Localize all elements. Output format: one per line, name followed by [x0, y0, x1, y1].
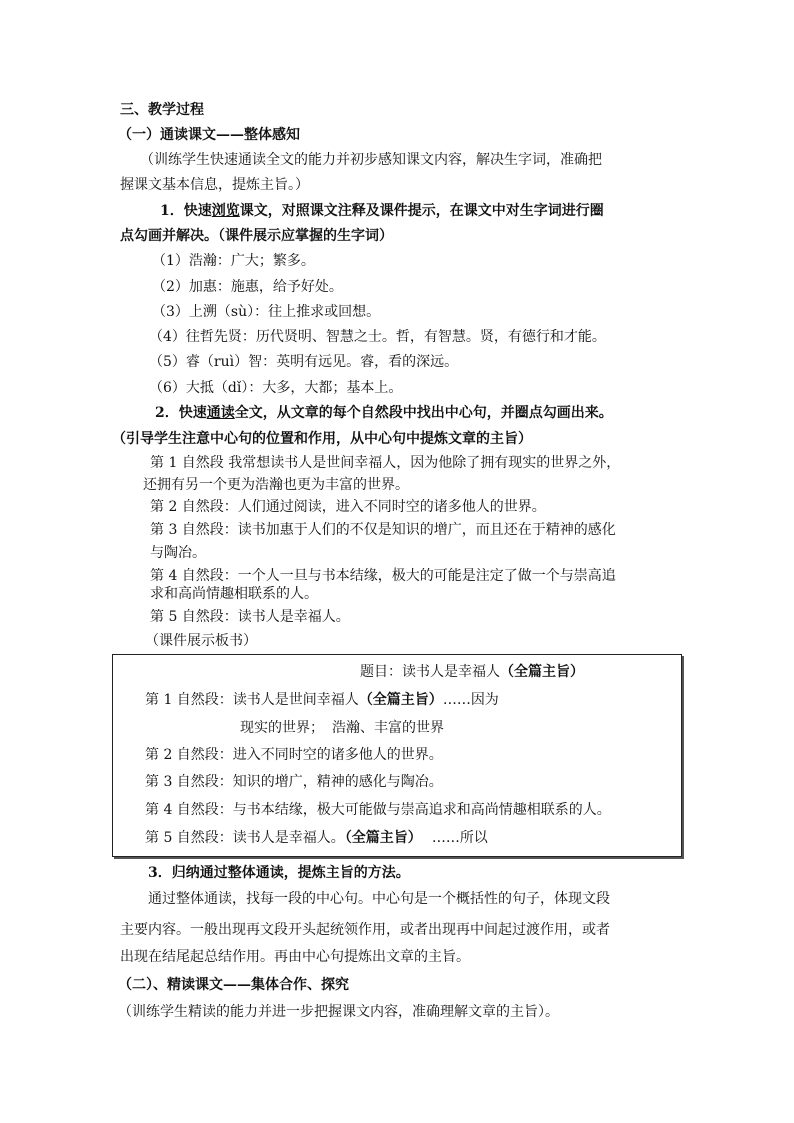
board-p5-text: 第 5 自然段：读书人是幸福人。: [145, 830, 345, 846]
board-p5-bold: （全篇主旨）: [344, 830, 422, 846]
board-p1-sub-a: 现实的世界；: [240, 720, 324, 736]
step2-heading: [155, 404, 613, 422]
courseware-note: （课件展示板书）: [145, 633, 257, 649]
board-p1: [145, 691, 499, 709]
board-p1-tail: ……因为: [442, 692, 499, 708]
board-title-text: 题目：读书人是幸福人: [360, 664, 500, 680]
paragraph-line: 第 2 自然段：人们通过阅读，进入不同时空的诸多他人的世界。: [150, 499, 546, 515]
step1-pre: 1．快速: [160, 203, 212, 219]
board-p5-tail: ……所以: [431, 830, 488, 846]
part2-intro: （训练学生精读的能力并进一步把握课文内容，准确理解文章的主旨）。: [118, 1004, 559, 1020]
part2-heading: （二）、精读课文——集体合作、探究: [118, 977, 349, 993]
section-title: 三、教学过程: [120, 102, 204, 118]
board-p1-label: 第 1 自然段：: [145, 692, 233, 708]
vocab-item: （3）上溯（sù）：往上推求或回想。: [152, 304, 381, 320]
part1-intro-line2: 握课文基本信息，提炼主旨。）: [120, 177, 309, 193]
part1-intro-line1: （训练学生快速通读全文的能力并初步感知课文内容，解决生字词，准确把: [140, 152, 602, 168]
step2-underlined: 通读: [206, 405, 235, 421]
step1-underlined: 浏览: [211, 203, 240, 219]
paragraph-line: 第 1 自然段 我常想读书人是世间幸福人，因为他除了拥有现实的世界之外，: [150, 455, 621, 471]
vocab-item: （6）大抵（dǐ）：大多，大都；基本上。: [149, 380, 403, 396]
board-p4: 第 4 自然段：与书本结缘，极大可能做与崇高追求和高尚情趣相联系的人。: [145, 802, 611, 818]
step1-post: 课文，对照课文注释及课件提示，在课文中对生字词进行圈: [239, 203, 604, 219]
paragraph-line: 第 5 自然段：读书人是幸福人。: [150, 609, 350, 625]
vocab-item: （5）睿（ruì）智：英明有远见。睿，看的深远。: [149, 354, 459, 370]
board-p1-sub-b: 浩瀚、丰富的世界: [332, 720, 444, 736]
step3-heading: 3．归纳通过整体通读，提炼主旨的方法。: [148, 865, 410, 881]
board-p1-text: 读书人是世间幸福人: [232, 692, 359, 708]
step3-line: 主要内容。一般出现再文段开头起统领作用，或者出现再中间起过渡作用，或者: [120, 922, 610, 938]
board-title: [360, 663, 584, 681]
paragraph-line: 与陶冶。: [150, 545, 206, 561]
step3-line: 通过整体通读，找每一段的中心句。中心句是一个概括性的句子，体现文段: [148, 891, 610, 907]
board-p1-bold: （全篇主旨）: [358, 692, 443, 708]
paragraph-line: 第 4 自然段：一个人一旦与书本结缘，极大的可能是注定了做一个与崇高追: [150, 568, 616, 584]
vocab-item: （2）加惠：施惠，给予好处。: [152, 279, 343, 295]
board-p5: [145, 829, 488, 847]
step1-heading: [160, 202, 604, 220]
board-p3: 第 3 自然段：知识的增广，精神的感化与陶冶。: [145, 774, 443, 790]
board-title-bold: （全篇主旨）: [500, 664, 584, 680]
step2-pre: 2．快速: [155, 405, 207, 421]
board-p2: 第 2 自然段：进入不同时空的诸多他人的世界。: [145, 747, 443, 763]
step3-line: 出现在结尾起总结作用。再由中心句提炼出文章的主旨。: [120, 949, 470, 965]
step2-post: 全文，从文章的每个自然段中找出中心句，并圈点勾画出来。: [234, 405, 613, 421]
step2-line2: （引导学生注意中心句的位置和作用，从中心句中提炼文章的主旨）: [112, 431, 532, 447]
paragraph-line: 求和高尚情趣相联系的人。: [150, 586, 318, 602]
vocab-item: （1）浩瀚：广大；繁多。: [152, 253, 315, 269]
paragraph-line: 第 3 自然段：读书加惠于人们的不仅是知识的增广，而且还在于精神的感化: [150, 522, 616, 538]
vocab-item: （4）往哲先贤：历代贤明、智慧之士。哲，有智慧。贤，有德行和才能。: [149, 329, 606, 345]
part1-heading: （一）通读课文——整体感知: [118, 127, 300, 143]
paragraph-line: 还拥有另一个更为浩瀚也更为丰富的世界。: [143, 477, 409, 493]
step1-line2: 点勾画并解决。（课件展示应掌握的生字词）: [120, 228, 393, 244]
